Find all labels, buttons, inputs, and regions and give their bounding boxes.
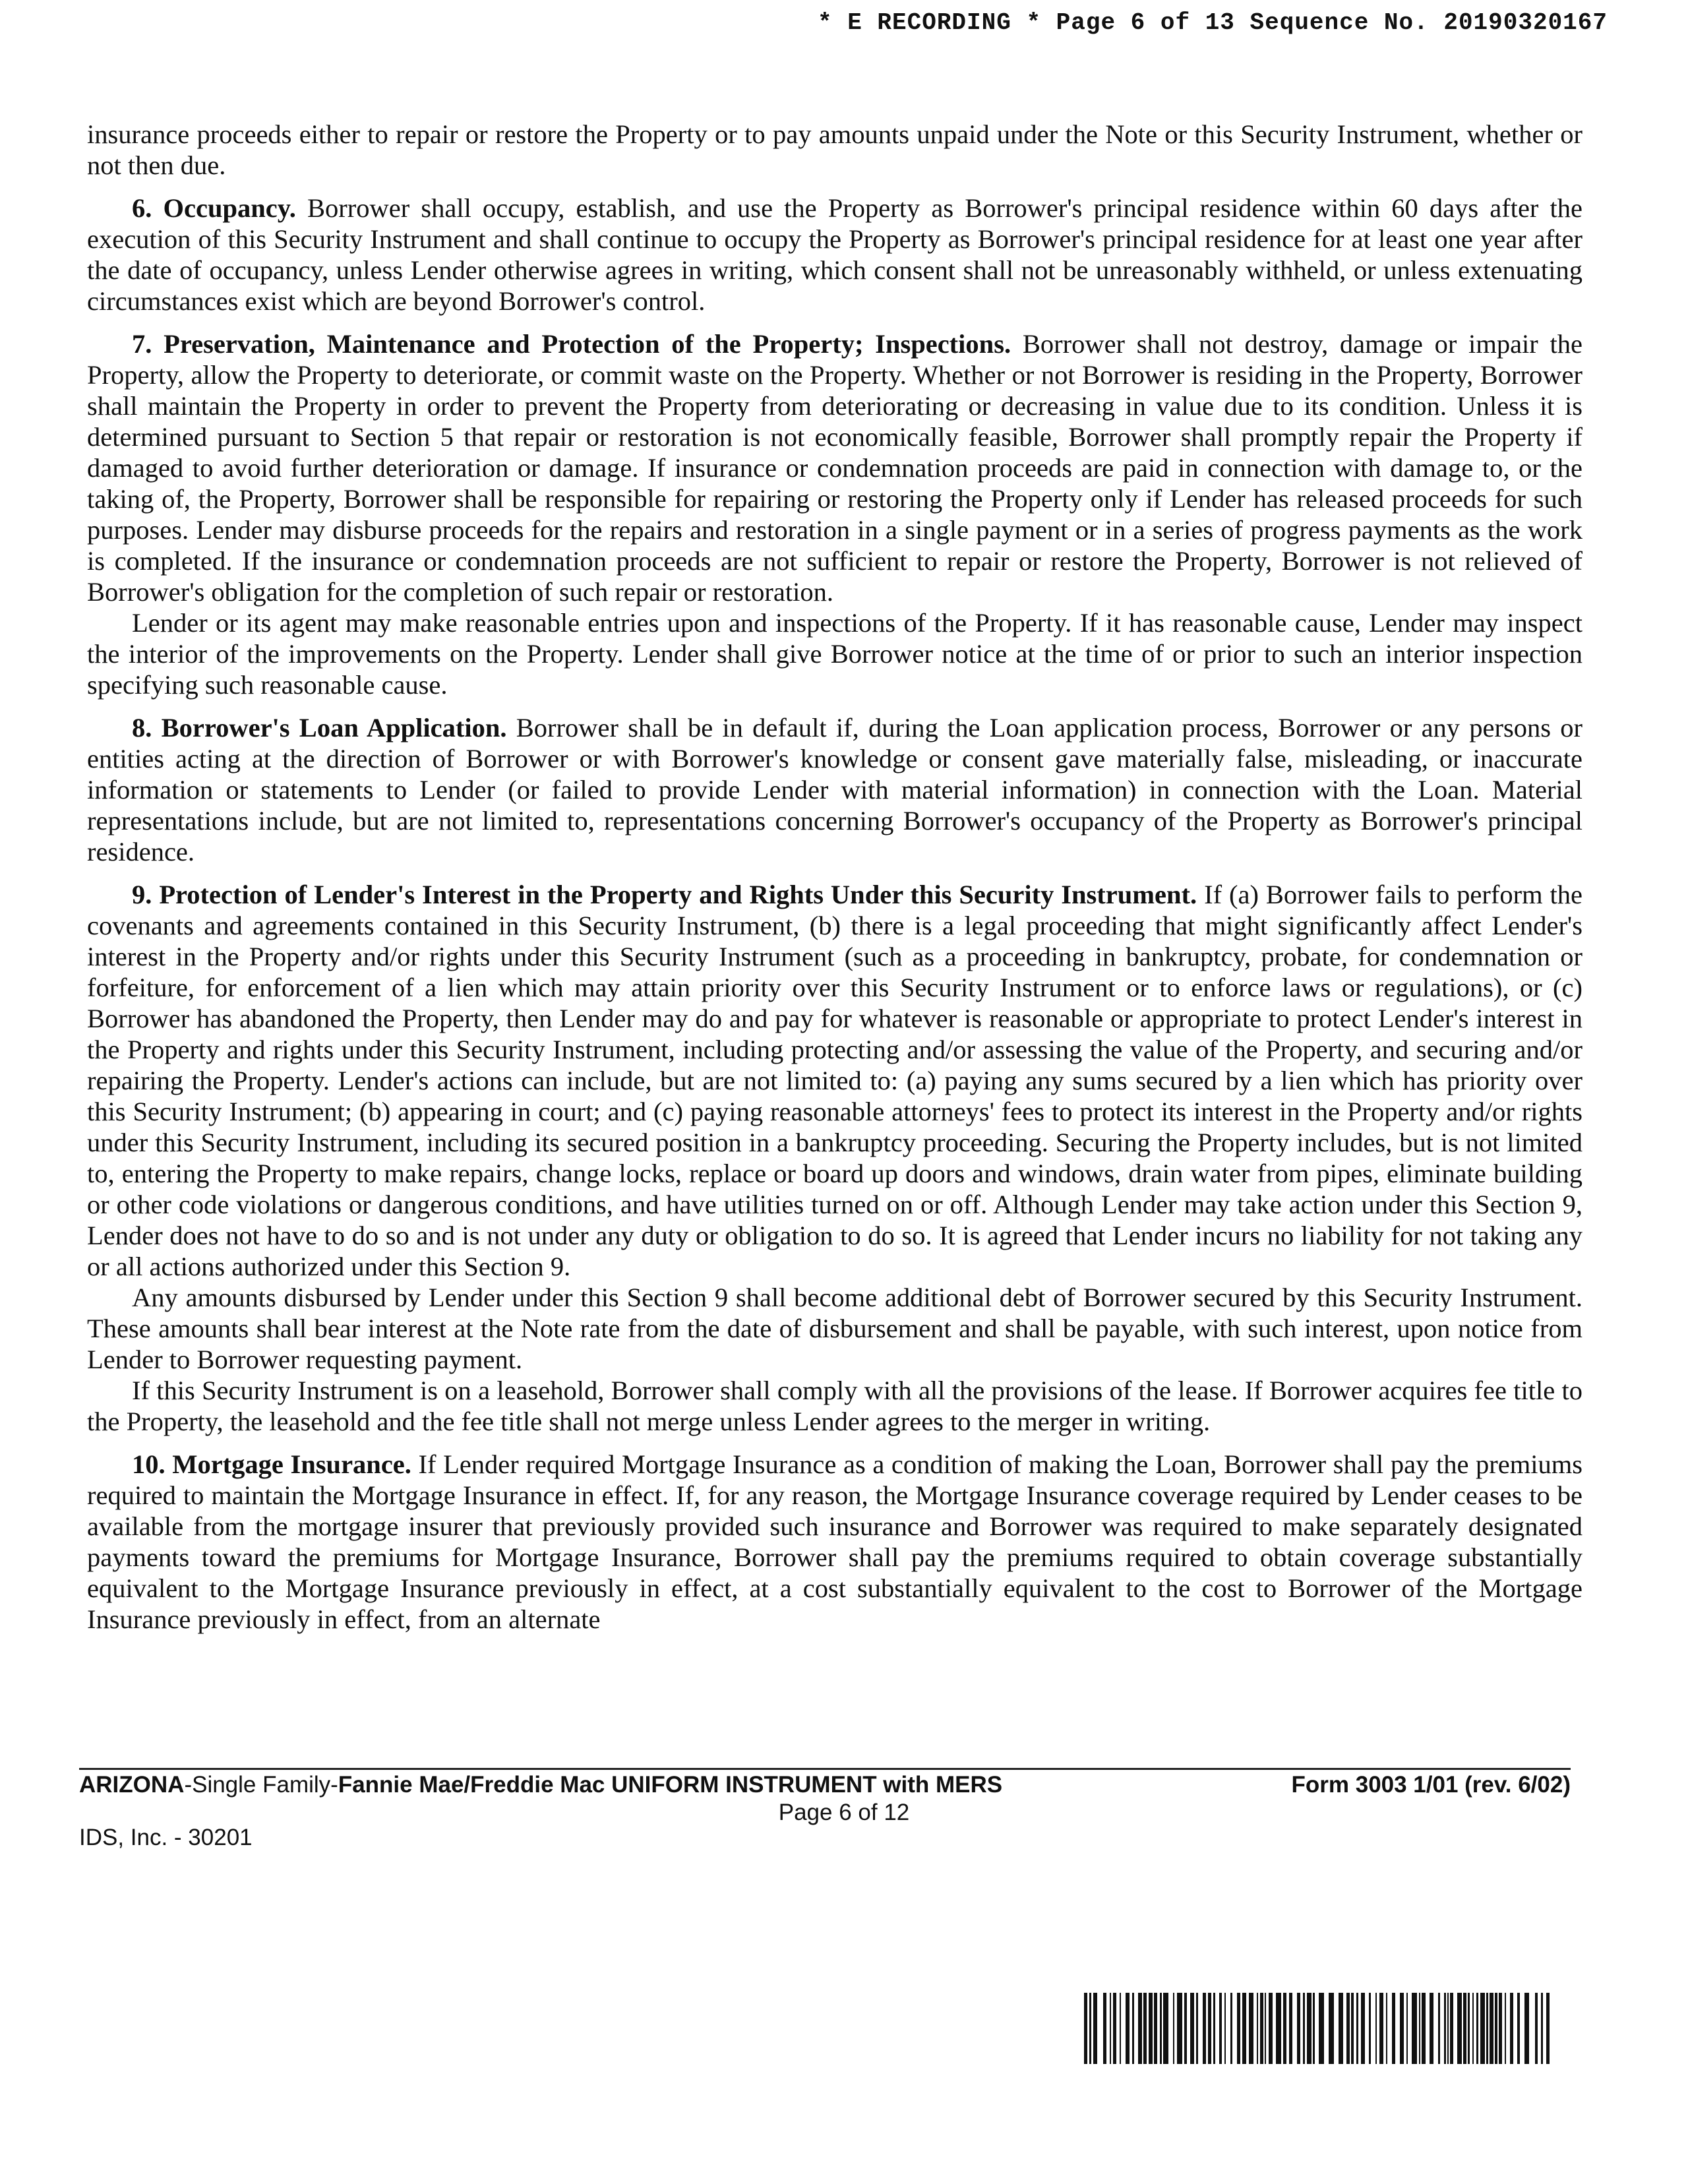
section-9 [87, 879, 1582, 1282]
footer-vendor: IDS, Inc. - 30201 [79, 1825, 253, 1850]
section-heading: 6. Occupancy. [132, 193, 296, 223]
footer-form-number: Form 3003 1/01 (rev. 6/02) [1291, 1772, 1571, 1798]
footer-instrument-name: Fannie Mae/Freddie Mac UNIFORM INSTRUMENT with MERS [338, 1772, 1003, 1798]
footer-page-number: Page 6 of 12 [778, 1800, 910, 1825]
section-6 [87, 193, 1582, 317]
section-text: If Lender required Mortgage Insurance as a condition of making the Loan, Borrower shall pay the premiums required to maintain the Mortgage Insurance in effect. If, for any reason, the Mortgage Insurance coverage required by Lender ceases to be available from the mortgage insurer that previously provided such insurance and Borrower was required to make separately designated payments toward the premiums for Mortgage Insurance, Borrower shall pay the premiums required to obtain coverage substantially equivalent to the Mortgage Insurance previously in effect, at a cost substantially equivalent to the cost to Borrower of the Mortgage Insurance previously in effect, from an alternate [87, 1449, 1583, 1634]
section-9-paragraph: Any amounts disbursed by Lender under this Section 9 shall become additional debt of Borrower secured by this Security Instrument. These amounts shall bear interest at the Note rate from the date of disbursement and shall be payable, with such interest, upon notice from Lender to Borrower requesting payment. [87, 1283, 1582, 1374]
section-7-paragraph: Lender or its agent may make reasonable entries upon and inspections of the Property. If it has reasonable cause, Lender may inspect the interior of the improvements on the Property. Lender shall give Borrower notice at the time of or prior to such an interior inspection specifying such reasonable cause. [87, 608, 1582, 700]
continuation-paragraph: insurance proceeds either to repair or restore the Property or to pay amounts unpaid under the Note or this Security Instrument, whether or not then due. [87, 119, 1582, 180]
footer-instrument [79, 1772, 1002, 1798]
section-text: Borrower shall not destroy, damage or impair the Property, allow the Property to deteriorate, or commit waste on the Property. Whether or not Borrower is residing in the Property, Borrower shall maintain the Property in order to prevent the Property from deteriorating or decreasing in value due to its condition. Unless it is determined pursuant to Section 5 that repair or restoration is not economically feasible, Borrower shall promptly repair the Property if damaged to avoid further deterioration or damage. If insurance or condemnation proceeds are paid in connection with damage to, or the taking of, the Property, Borrower shall be responsible for repairing or restoring the Property only if Lender has released proceeds for such purposes. Lender may disburse proceeds for the repairs and restoration in a single payment or in a series of progress payments as the work is completed. If the insurance or condemnation proceeds are not sufficient to repair or restore the Property, Borrower is not relieved of Borrower's obligation for the completion of such repair or restoration. [87, 329, 1582, 607]
recording-stamp: * E RECORDING * Page 6 of 13 Sequence No. 20190320167 [818, 9, 1608, 36]
section-heading: 7. Preservation, Maintenance and Protection of the Property; Inspections. [132, 329, 1011, 359]
section-7 [87, 328, 1582, 607]
section-heading: 10. Mortgage Insurance. [132, 1449, 411, 1479]
footer-divider [79, 1768, 1571, 1770]
barcode-icon [1084, 1993, 1559, 2064]
section-heading: 9. Protection of Lender's Interest in the Property and Rights Under this Security Instrument. [132, 880, 1197, 909]
section-text: Borrower shall occupy, establish, and use the Property as Borrower's principal residence within 60 days after the execution of this Security Instrument and shall continue to occupy the Property as Borrower's principal residence for at least one year after the date of occupancy, unless Lender otherwise agrees in writing, which consent shall not be unreasonably withheld, or unless extenuating circumstances exist which are beyond Borrower's control. [87, 193, 1582, 316]
document-body [87, 119, 1582, 1635]
section-text: If (a) Borrower fails to perform the covenants and agreements contained in this Security Instrument, (b) there is a legal proceeding that might significantly affect Lender's interest in the Property and/or rights under this Security Instrument (such as a proceeding in bankruptcy, probate, for condemnation or forfeiture, for enforcement of a lien which may attain priority over this Security Instrument or to enforce laws or regulations), or (c) Borrower has abandoned the Property, then Lender may do and pay for whatever is reasonable or appropriate to protect Lender's interest in the Property and rights under this Security Instrument, including protecting and/or assessing the value of the Property, and securing and/or repairing the Property. Lender's actions can include, but are not limited to: (a) paying any sums secured by a lien which has priority over this Security Instrument; (b) appearing in court; and (c) paying reasonable attorneys' fees to protect its interest in the Property and/or rights under this Security Instrument, including its secured position in a bankruptcy proceeding. Securing the Property includes, but is not limited to, entering the Property to make repairs, change locks, replace or board up doors and windows, drain water from pipes, eliminate building or other code violations or dangerous conditions, and have utilities turned on or off. Although Lender may take action under this Section 9, Lender does not have to do so and is not under any duty or obligation to do so. It is agreed that Lender incurs no liability for not taking any or all actions authorized under this Section 9. [87, 880, 1582, 1281]
section-text: Borrower shall be in default if, during the Loan application process, Borrower or any persons or entities acting at the direction of Borrower or with Borrower's knowledge or consent gave materially false, misleading, or inaccurate information or statements to Lender (or failed to provide Lender with material information) in connection with the Loan. Material representations include, but are not limited to, representations concerning Borrower's occupancy of the Property as Borrower's principal residence. [87, 713, 1583, 866]
section-9-paragraph: If this Security Instrument is on a leasehold, Borrower shall comply with all the provisions of the lease. If Borrower acquires fee title to the Property, the leasehold and the fee title shall not merge unless Lender agrees to the merger in writing. [87, 1376, 1582, 1436]
footer-family-type: -Single Family- [184, 1772, 338, 1798]
footer-state: ARIZONA [79, 1772, 185, 1798]
section-8 [87, 712, 1582, 867]
section-10 [87, 1449, 1582, 1635]
section-heading: 8. Borrower's Loan Application. [132, 713, 507, 743]
